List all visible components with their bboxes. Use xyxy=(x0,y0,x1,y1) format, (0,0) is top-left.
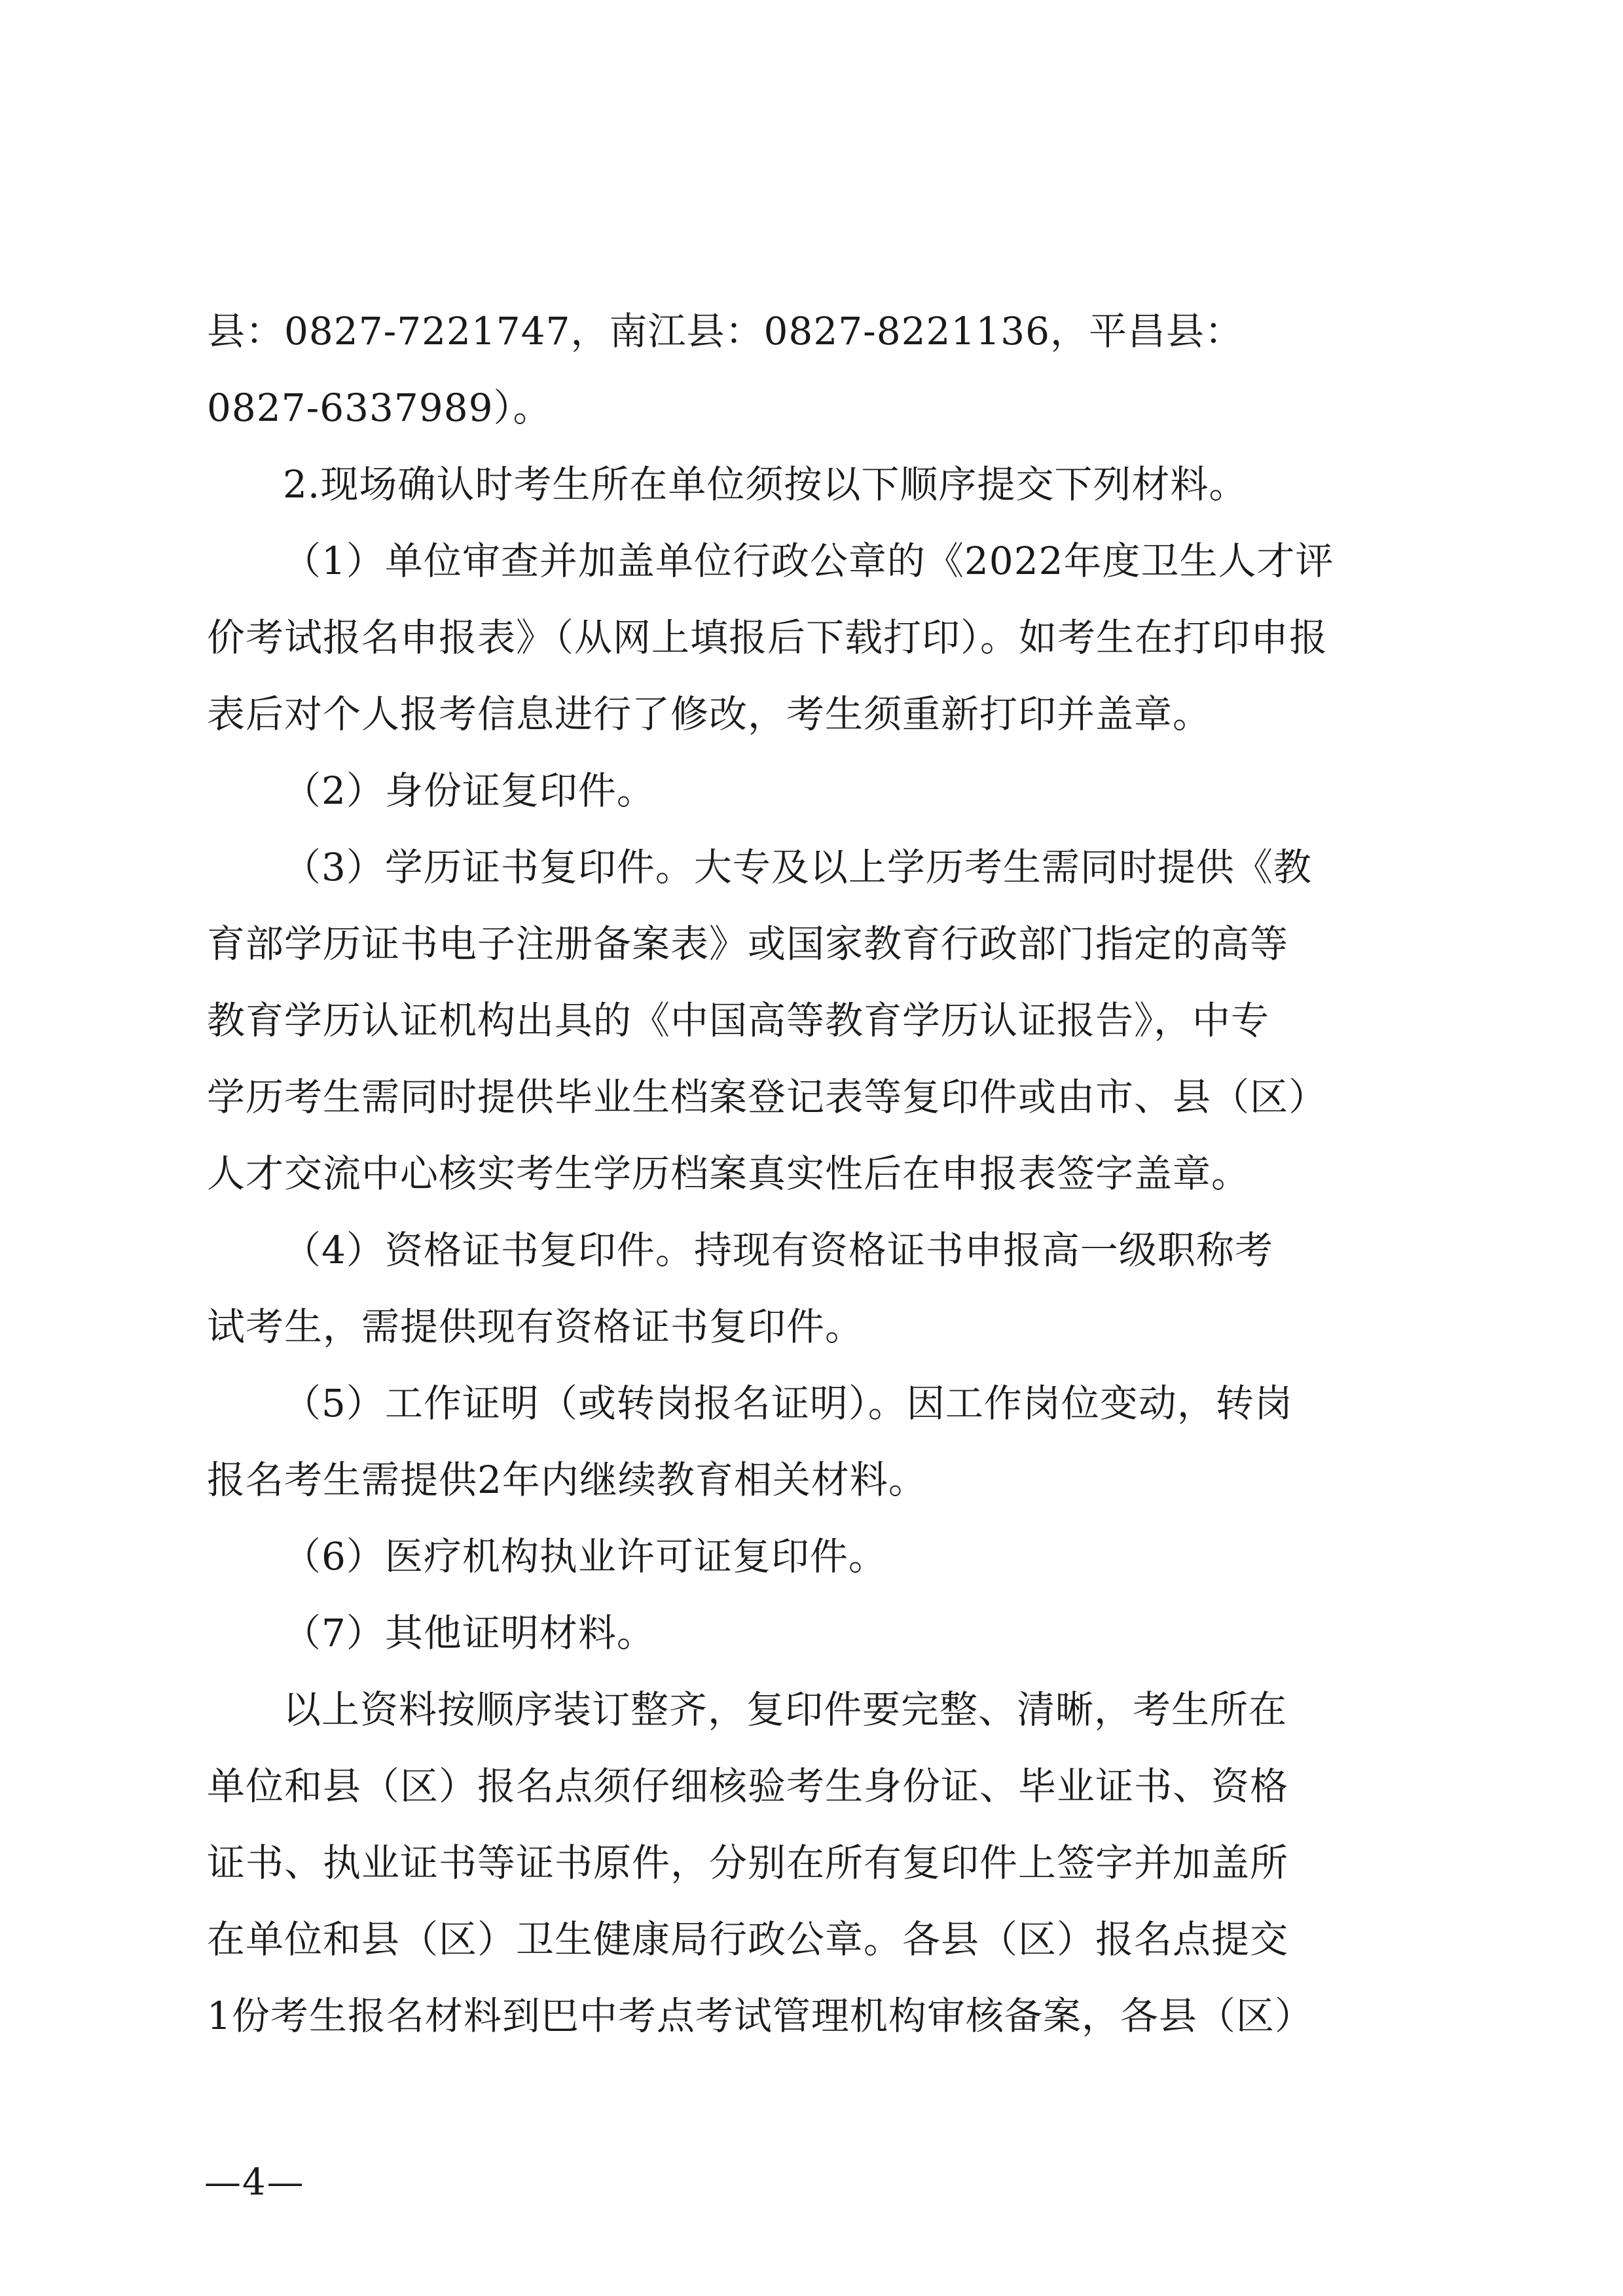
section-heading: 2.现场确认时考生所在单位须按以下顺序提交下列材料。 xyxy=(283,462,1248,507)
text-line: 人才交流中心核实考生学历档案真实性后在申报表签字盖章。 xyxy=(207,1151,1250,1196)
text-line: 学历考生需同时提供毕业生档案登记表等复印件或由市、县（区） xyxy=(207,1075,1328,1119)
line-content: 县：0827-7221747，南江县：0827-8221136，平昌县： xyxy=(207,309,1244,353)
text-line: 育部学历证书电子注册备案表》或国家教育行政部门指定的高等 xyxy=(207,922,1289,966)
text-line: （4）资格证书复印件。持现有资格证书申报高一级职称考 xyxy=(283,1228,1273,1272)
text-line: 证书、执业证书等证书原件，分别在所有复印件上签字并加盖所 xyxy=(207,1840,1289,1885)
text-line: （7）其他证明材料。 xyxy=(283,1611,655,1655)
text-line: （1）单位审查并加盖单位行政公章的《2022年度卫生人才评 xyxy=(283,539,1334,583)
text-line: 0827-6337989）。 xyxy=(207,386,552,430)
text-line: 单位和县（区）报名点须仔细核验考生身份证、毕业证书、资格 xyxy=(207,1764,1289,1808)
text-line: 表后对个人报考信息进行了修改，考生须重新打印并盖章。 xyxy=(207,692,1212,736)
text-line: 价考试报名申报表》（从网上填报后下载打印）。如考生在打印申报 xyxy=(207,615,1328,660)
text-line: （6）医疗机构执业许可证复印件。 xyxy=(283,1534,887,1579)
text-line: （2）身份证复印件。 xyxy=(283,768,655,813)
text-line: 报名考生需提供2年内继续教育相关材料。 xyxy=(207,1458,927,1502)
text-line: 试考生，需提供现有资格证书复印件。 xyxy=(207,1304,864,1349)
page-number: —4— xyxy=(204,2161,305,2204)
text-line: （5）工作证明（或转岗报名证明）。因工作岗位变动，转岗 xyxy=(283,1381,1293,1426)
text-line: 在单位和县（区）卫生健康局行政公章。各县（区）报名点提交 xyxy=(207,1917,1289,1962)
text-line xyxy=(207,293,1405,370)
text-line: 1份考生报名材料到巴中考点考试管理机构审核备案，各县（区） xyxy=(207,1994,1313,2038)
text-line: （3）学历证书复印件。大专及以上学历考生需同时提供《教 xyxy=(283,845,1312,889)
text-line: 教育学历认证机构出具的《中国高等教育学历认证报告》，中专 xyxy=(207,998,1270,1043)
text-line: 以上资料按顺序装订整齐，复印件要完整、清晰，考生所在 xyxy=(283,1687,1288,1732)
document-body xyxy=(207,293,1405,2054)
